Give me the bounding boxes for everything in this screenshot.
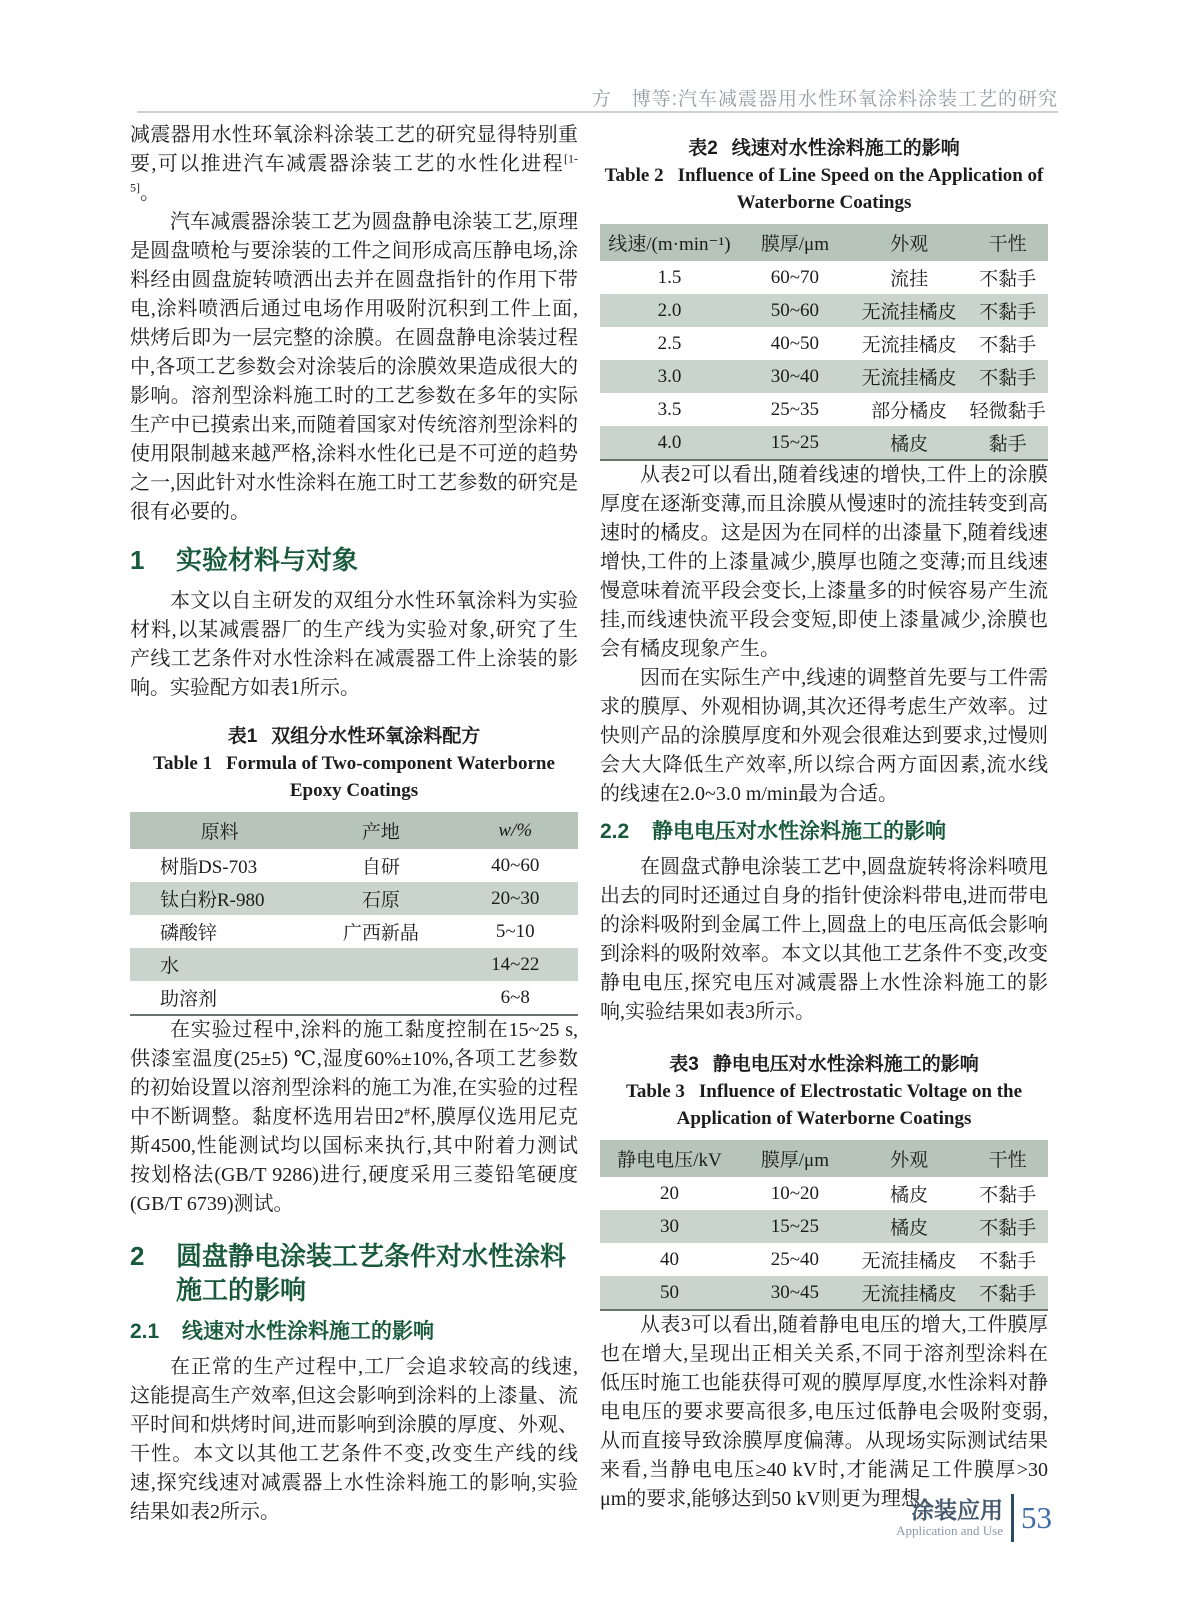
table-cell: 10~20: [770, 1182, 820, 1204]
table-cell: 1.5: [657, 266, 682, 288]
caption-label: 表3: [669, 1054, 699, 1075]
table-cell: 14~22: [491, 953, 540, 975]
paragraph-line-speed-intro: 在正常的生产过程中,工厂会追求较高的线速,这能提高生产效率,但这会影响到涂料的上漆量、流平时间和烘烤时间,进而影响到涂膜的厚度、外观、干性。本文以其他工艺条件不变,改变生产线的线速,探究线速对减震器上水性涂料施工的影响,实验结果如表2所示。: [130, 1356, 578, 1523]
caption-label: Table 3: [625, 1081, 685, 1102]
table-cell: 流挂: [890, 269, 929, 290]
table-row: [600, 1210, 1048, 1243]
table-cell: 不黏手: [979, 1185, 1037, 1206]
table-cell: 30~45: [770, 1281, 820, 1303]
paragraph-process-overview: 汽车减震器涂装工艺为圆盘静电涂装工艺,原理是圆盘喷枪与要涂装的工件之间形成高压静电场,涂料经由圆盘旋转喷洒出去并在圆盘指针的作用下带电,涂料喷洒后通过电场作用吸附沉积到工件上面,烘烤后即为一层完整的涂膜。在圆盘静电涂装过程中,各项工艺参数会对涂装后的涂膜效果造成很大的影响。溶剂型涂料施工时的工艺参数在多年的实际生产中已摸索出来,而随着国家对传统溶剂型涂料的使用限制越来越严格,涂料水性化已是不可逆的趋势之一,因此针对水性涂料在施工时工艺参数的研究是很有必要的。: [130, 211, 578, 523]
column-header: 干性: [967, 224, 1048, 261]
table-cell: 橘皮: [890, 434, 929, 455]
column-header: 干性: [967, 1140, 1048, 1177]
table-row: [130, 981, 578, 1015]
column-header: 产地: [309, 812, 452, 849]
footer-divider: [1011, 1494, 1014, 1542]
table-cell: 无流挂橘皮: [861, 1284, 957, 1305]
section-title: 圆盘静电涂装工艺条件对水性涂料施工的影响: [176, 1241, 567, 1305]
table-cell: 不黏手: [979, 1284, 1037, 1305]
table-cell: 6~8: [500, 986, 530, 1008]
table-cell: 30~40: [770, 365, 820, 387]
paragraph-voltage-intro: 在圆盘式静电涂装工艺中,圆盘旋转将涂料喷甩出去的同时还通过自身的指针使涂料带电,进而带电的涂料吸附到金属工件上,圆盘上的电压高低会影响到涂料的吸附效率。本文以其他工艺条件不变,改变静电电压,探究电压对减震器上水性涂料施工的影响,实验结果如表3所示。: [600, 856, 1048, 1023]
section-title: 线速对水性涂料施工的影响: [182, 1320, 434, 1343]
table-cell: 不黏手: [979, 1218, 1037, 1239]
caption-label: 表2: [688, 138, 718, 159]
table-cell: 钛白粉R-980: [160, 890, 265, 911]
table-cell: 2.0: [657, 299, 682, 321]
table-row: [130, 915, 578, 948]
table-cell: 轻微黏手: [969, 401, 1046, 422]
citation-ref: [1-5]: [130, 151, 578, 195]
running-head: [130, 84, 1058, 111]
table-cell: 40~50: [770, 332, 820, 354]
table-cell: 广西新晶: [342, 923, 419, 944]
page-footer: [0, 1494, 1052, 1542]
footer-journal-cn: 涂装应用: [911, 1497, 1003, 1523]
table-cell: 不黏手: [979, 302, 1037, 323]
column-header: 静电电压/kV: [600, 1140, 739, 1177]
table-cell: 40: [659, 1248, 679, 1270]
table-cell: 橘皮: [890, 1218, 929, 1239]
paragraph-materials: 本文以自主研发的双组分水性环氧涂料为实验材料,以某减震器厂的生产线为实验对象,研究了生产线工艺条件对水性涂料在减震器工件上涂装的影响。实验配方如表1所示。: [130, 590, 578, 699]
table-cell: 40~60: [491, 854, 540, 876]
table-1: [130, 812, 578, 1016]
table-row: [130, 948, 578, 981]
table-3-caption: [600, 1051, 1048, 1132]
paragraph-text: 。: [140, 182, 160, 204]
caption-label: 表1: [227, 726, 258, 747]
table-cell: 5~10: [495, 920, 535, 942]
table-cell: 无流挂橘皮: [861, 1251, 957, 1272]
table-cell: 树脂DS-703: [160, 857, 258, 878]
paragraph-table2-analysis: 从表2可以看出,随着线速的增快,工件上的涂膜厚度在逐渐变薄,而且涂膜从慢速时的流挂转变到高速时的橘皮。这是因为在同样的出漆量下,随着线速增快,工件的上漆量减少,膜厚也随之变薄;而且线速慢意味着流平段会变长,上漆量多的时候容易产生流挂,而线速快流平段会变短,即使上漆量减少,涂膜也会有橘皮现象产生。: [600, 464, 1048, 660]
page-number: 53: [1021, 1500, 1052, 1535]
table-row: [600, 360, 1048, 393]
table-row: [600, 426, 1048, 460]
table-cell: [309, 981, 452, 1015]
table-1-caption-en: [130, 750, 578, 804]
table-3: [600, 1140, 1048, 1311]
table-cell: 不黏手: [979, 335, 1037, 356]
table-cell: 无流挂橘皮: [861, 335, 957, 356]
column-header: 膜厚/μm: [739, 1140, 851, 1177]
column-header: 膜厚/μm: [739, 224, 851, 261]
section-heading-1: [130, 543, 578, 577]
table-cell: 2.5: [657, 332, 682, 354]
table-row: [600, 294, 1048, 327]
caption-text: 双组分水性环氧涂料配方: [271, 726, 481, 747]
right-column: [600, 121, 1048, 1527]
section-heading-2-2: [600, 817, 1048, 847]
section-number: 2.1: [130, 1320, 160, 1343]
table-cell: 石原: [361, 890, 400, 911]
caption-text: 线速对水性涂料施工的影响: [731, 138, 960, 159]
table-cell: 15~25: [770, 431, 820, 453]
table-row: [130, 849, 578, 882]
table-cell: [309, 948, 452, 981]
page-content: [130, 121, 1048, 1527]
table-row: [600, 261, 1048, 294]
table-cell: 50: [659, 1281, 679, 1303]
table-cell: 部分橘皮: [871, 401, 948, 422]
footer-journal: [896, 1497, 1003, 1539]
table-cell: 25~35: [770, 398, 820, 420]
table-cell: 不黏手: [979, 1251, 1037, 1272]
paragraph-text: 杯,膜厚仪选用尼克斯4500,性能测试均以国标来执行,其中附着力测试按划格法(GB/T 9286)进行,硬度采用三菱铅笔硬度(GB/T 6739)测试。: [130, 1106, 579, 1215]
column-header: 原料: [130, 812, 309, 849]
table-cell: 3.0: [657, 365, 682, 387]
superscript-hash: #: [404, 1104, 411, 1119]
table-cell: 水: [160, 956, 180, 977]
caption-text: Influence of Electrostatic Voltage on the Application of Waterborne Coatings: [676, 1081, 1023, 1129]
table-1-caption-cn: [130, 723, 578, 750]
column-header: 外观: [851, 1140, 967, 1177]
caption-text: Formula of Two-component Waterborne Epoxy Coatings: [226, 753, 555, 801]
section-heading-2-1: [130, 1317, 578, 1347]
table-row: [600, 327, 1048, 360]
table-2: [600, 224, 1048, 461]
table-cell: 黏手: [988, 434, 1027, 455]
table-2-caption-cn: [600, 135, 1048, 162]
table-cell: 3.5: [657, 398, 682, 420]
paragraph-table3-analysis: 从表3可以看出,随着静电电压的增大,工件膜厚也在增大,呈现出正相关关系,不同于溶剂型涂料在低压时施工也能获得可观的膜厚厚度,水性涂料对静电电压的要求要高很多,电压过低静电会吸附变弱,从而直接导致涂膜厚度偏薄。从现场实际测试结果来看,当静电电压≥40 kV时,才能满足工件膜厚>30 μm的要求,能够达到50 kV则更为理想。: [600, 1314, 1048, 1510]
running-title: 方 博等:汽车减震器用水性环氧涂料涂装工艺的研究: [591, 89, 1058, 110]
paragraph-text: 减震器用水性环氧涂料涂装工艺的研究显得特别重要,可以推进汽车减震器涂装工艺的水性化进程: [130, 124, 578, 175]
table-cell: 橘皮: [890, 1185, 929, 1206]
section-number: 2.2: [600, 820, 630, 843]
table-cell: 25~40: [770, 1248, 820, 1270]
section-title: 静电电压对水性涂料施工的影响: [652, 820, 946, 843]
header-rule: [137, 111, 1058, 113]
table-3-caption-en: [600, 1078, 1048, 1132]
table-cell: 助溶剂: [160, 989, 218, 1010]
table-3-caption-cn: [600, 1051, 1048, 1078]
table-cell: 50~60: [770, 299, 820, 321]
caption-text: 静电电压对水性涂料施工的影响: [712, 1054, 979, 1075]
table-2-caption: [600, 135, 1048, 216]
paragraph-intro-continued: [130, 121, 578, 208]
paragraph-experiment-conditions: [130, 1016, 578, 1219]
table-cell: 20~30: [491, 887, 540, 909]
table-row: [130, 882, 578, 915]
table-cell: 不黏手: [979, 368, 1037, 389]
section-number: 2: [130, 1241, 145, 1271]
caption-label: Table 2: [604, 165, 664, 186]
section-number: 1: [130, 545, 145, 575]
section-title: 实验材料与对象: [176, 545, 359, 575]
table-row: [600, 1177, 1048, 1210]
section-heading-2: [130, 1239, 578, 1307]
paragraph-line-speed-conclusion: 因而在实际生产中,线速的调整首先要与工件需求的膜厚、外观相协调,其次还得考虑生产效率。过快则产品的涂膜厚度和外观会很难达到要求,过慢则会大大降低生产效率,所以综合两方面因素,流水线的线速在2.0~3.0 m/min最为合适。: [600, 667, 1048, 805]
table-1-caption: [130, 723, 578, 804]
table-cell: 60~70: [770, 266, 820, 288]
table-row: [600, 393, 1048, 426]
table-2-caption-en: [600, 162, 1048, 216]
table-cell: 无流挂橘皮: [861, 368, 957, 389]
table-row: [600, 1276, 1048, 1310]
table-cell: 不黏手: [979, 269, 1037, 290]
column-header: 外观: [851, 224, 967, 261]
column-header: w/%: [453, 812, 578, 849]
table-cell: 自研: [361, 857, 400, 878]
table-cell: 无流挂橘皮: [861, 302, 957, 323]
table-cell: 30: [659, 1215, 679, 1237]
table-cell: 15~25: [770, 1215, 820, 1237]
caption-label: Table 1: [153, 753, 213, 774]
paragraph-text: 在实验过程中,涂料的施工黏度控制在15~25 s,供漆室温度(25±5) ℃,湿度60%±10%,各项工艺参数的初始设置以溶剂型涂料的施工为准,在实验的过程中不断调整。黏度杯选用岩田2: [130, 1019, 578, 1128]
footer-journal-en: Application and Use: [896, 1523, 1003, 1538]
table-cell: 20: [659, 1182, 679, 1204]
left-column: [130, 121, 578, 1527]
table-cell: 磷酸锌: [160, 923, 218, 944]
table-row: [600, 1243, 1048, 1276]
caption-text: Influence of Line Speed on the Application of Waterborne Coatings: [677, 165, 1044, 213]
column-header: 线速/(m·min⁻¹): [600, 224, 739, 261]
table-cell: 4.0: [657, 431, 682, 453]
